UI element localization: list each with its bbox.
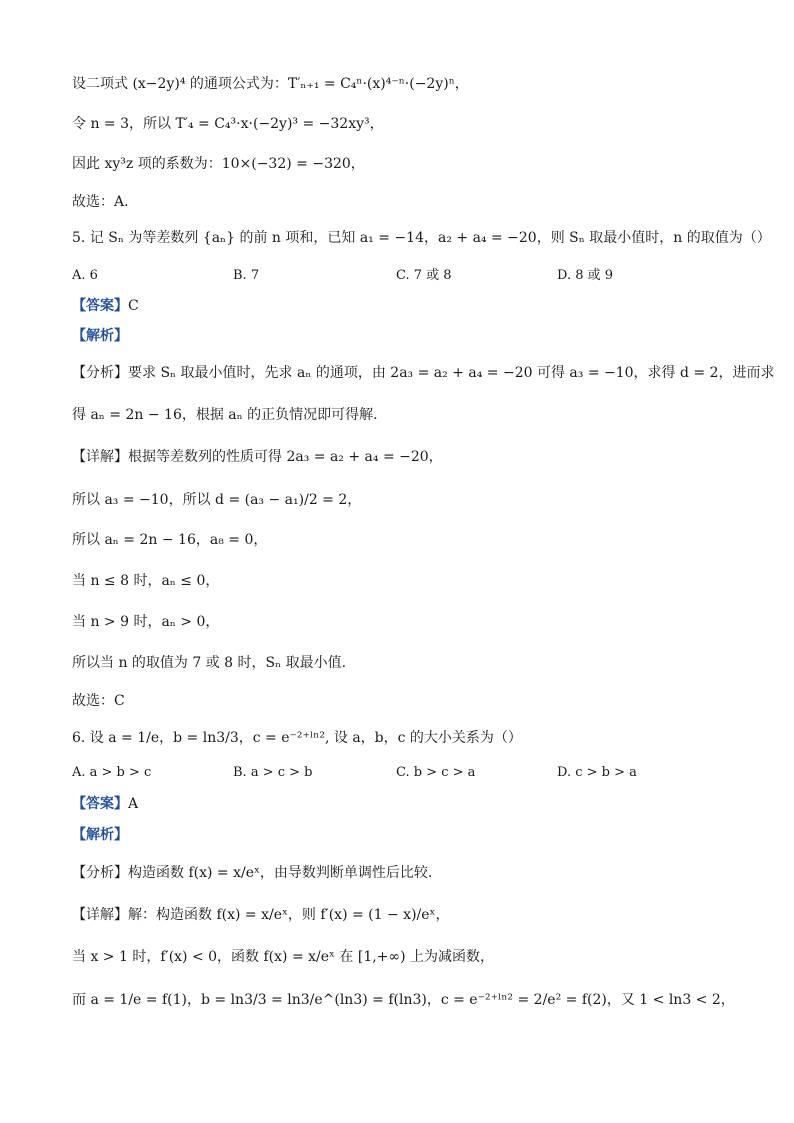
q5-xiangjie-line-3: 所以 aₙ = 2n − 16，a₈ = 0， bbox=[72, 532, 268, 548]
q5-xiangjie-line-7: 故选：C bbox=[72, 693, 125, 709]
line-general-term: 设二项式 (x−2y)⁴ 的通项公式为：T′ₙ₊₁ = C₄ⁿ·(x)⁴⁻ⁿ·(−2y)ⁿ， bbox=[72, 76, 469, 92]
question-6-stem: 6. 设 a = 1/e，b = ln3/3，c = e⁻²⁺ˡⁿ², 设 a，b，c 的大小关系为（） bbox=[72, 730, 522, 746]
q6-xiangjie-line-3: 而 a = 1/e = f(1)，b = ln3/3 = ln3/e^(ln3) = f(ln3)，c = e⁻²⁺ˡⁿ² = 2/e² = f(2)，又 1 < ln3 < 2， bbox=[72, 992, 735, 1008]
q6-analysis-heading: 【解析】 bbox=[72, 827, 128, 843]
fenxi-tag: 【分析】 bbox=[72, 865, 128, 881]
q5-analysis-heading: 【解析】 bbox=[72, 328, 128, 344]
q6-option-d: D. c > b > a bbox=[557, 765, 637, 780]
q5-xiangjie-line-5: 当 n > 9 时，aₙ > 0， bbox=[72, 614, 220, 630]
q6-xiangjie-line-1 bbox=[72, 905, 449, 925]
xiangjie-text: 根据等差数列的性质可得 2a₃ = a₂ + a₄ = −20， bbox=[128, 449, 443, 465]
xiangjie-text: 解：构造函数 f(x) = x/eˣ，则 f′(x) = (1 − x)/eˣ， bbox=[128, 907, 450, 923]
q5-option-b: B. 7 bbox=[233, 268, 260, 283]
line-choose-a: 故选：A. bbox=[72, 194, 129, 210]
q5-answer bbox=[72, 296, 139, 316]
fenxi-tag: 【分析】 bbox=[72, 365, 128, 381]
q6-option-c: C. b > c > a bbox=[396, 765, 476, 780]
line-let-n-3: 令 n = 3，所以 T′₄ = C₄³·x·(−2y)³ = −32xy³， bbox=[72, 116, 384, 132]
q6-xiangjie-line-2: 当 x > 1 时，f′(x) < 0，函数 f(x) = x/eˣ 在 [1,+∞) 上为减函数， bbox=[72, 949, 494, 965]
fenxi-text: 要求 Sₙ 取最小值时，先求 aₙ 的通项，由 2a₃ = a₂ + a₄ = −20 可得 a₃ = −10，求得 d = 2，进而求 bbox=[128, 365, 775, 381]
q5-option-d: D. 8 或 9 bbox=[557, 268, 614, 283]
xiangjie-tag: 【详解】 bbox=[72, 449, 128, 465]
answer-tag: 【答案】 bbox=[72, 298, 128, 314]
question-5-stem: 5. 记 Sₙ 为等差数列 {aₙ} 的前 n 项和，已知 a₁ = −14，a₂ + a₄ = −20，则 Sₙ 取最小值时，n 的取值为（） bbox=[72, 230, 771, 246]
q5-xiangjie-line-4: 当 n ≤ 8 时，aₙ ≤ 0， bbox=[72, 573, 220, 589]
q5-option-a: A. 6 bbox=[72, 268, 98, 283]
answer-value: A bbox=[128, 796, 139, 812]
q5-fenxi-line-2: 得 aₙ = 2n − 16，根据 aₙ 的正负情况即可得解. bbox=[72, 407, 378, 423]
answer-tag: 【答案】 bbox=[72, 796, 128, 812]
q6-option-a: A. a > b > c bbox=[72, 765, 152, 780]
q5-option-c: C. 7 或 8 bbox=[396, 268, 452, 283]
q5-xiangjie-line-1 bbox=[72, 447, 443, 467]
xiangjie-tag: 【详解】 bbox=[72, 907, 128, 923]
line-coefficient: 因此 xy³z 项的系数为：10×(−32) = −320， bbox=[72, 156, 365, 172]
q6-fenxi bbox=[72, 863, 432, 883]
fenxi-text: 构造函数 f(x) = x/eˣ，由导数判断单调性后比较. bbox=[128, 865, 433, 881]
q5-fenxi-line-1 bbox=[72, 363, 775, 383]
q5-xiangjie-line-6: 所以当 n 的取值为 7 或 8 时，Sₙ 取最小值. bbox=[72, 655, 347, 671]
q5-xiangjie-line-2: 所以 a₃ = −10，所以 d = (a₃ − a₁)/2 = 2， bbox=[72, 492, 362, 508]
q6-option-b: B. a > c > b bbox=[233, 765, 313, 780]
answer-value: C bbox=[128, 298, 139, 314]
q6-answer bbox=[72, 794, 138, 814]
